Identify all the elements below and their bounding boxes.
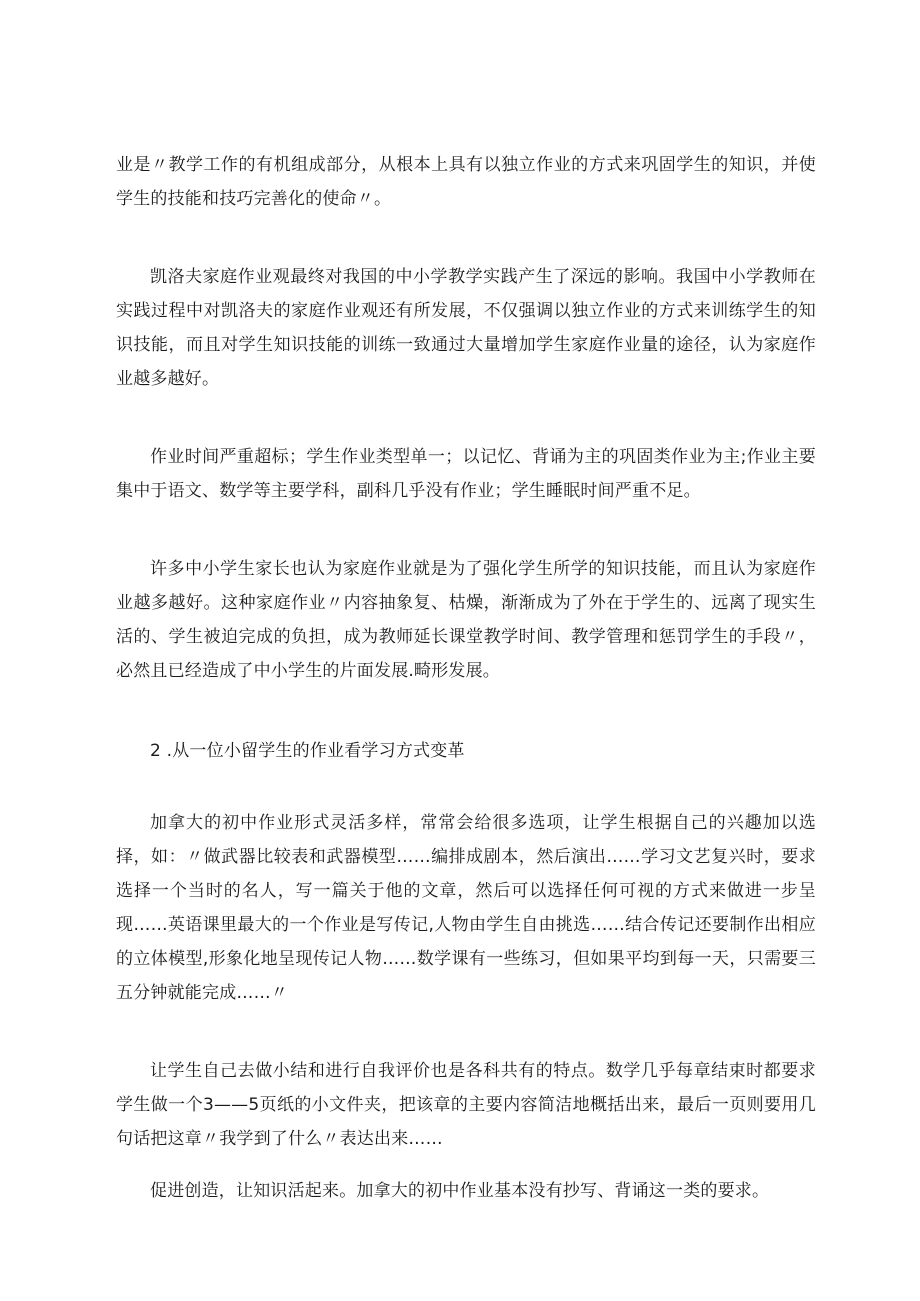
paragraph-homework-mission: 业是〃教学工作的有机组成部分，从根本上具有以独立作业的方式来巩固学生的知识，并使学生的技能和技巧完善化的使命〃。 (116, 155, 816, 209)
paragraph-self-evaluation: 让学生自己去做小结和进行自我评价也是各科共有的特点。数学几乎每章结束时都要求学生做一个3——5页纸的小文件夹，把该章的主要内容简洁地概括出来，最后一页则要用几句话把这章〃我学到了什么〃表达出来…… (116, 1061, 816, 1149)
section-heading: 2 .从一位小留学生的作业看学习方式变革 (150, 741, 465, 761)
paragraph-canada-homework: 加拿大的初中作业形式灵活多样，常常会给很多选项，让学生根据自己的兴趣加以选择，如：〃做武器比较表和武器模型……编排成剧本，然后演出……学习文艺复兴时，要求选择一个当时的名人，写一篇关于他的文章，然后可以选择任何可视的方式来做进一步呈现……英语课里最大的一个作业是写传记,人物由学生自由挑选……结合传记还要制作出相应的立体模型,形象化地呈现传记人物……数学课有一些练习，但如果平均到每一天，只需要三五分钟就能完成……〃 (116, 813, 816, 1003)
document-page (116, 148, 816, 1208)
paragraph-kairov-influence: 凯洛夫家庭作业观最终对我国的中小学教学实践产生了深远的影响。我国中小学教师在实践过程中对凯洛夫的家庭作业观还有所发展，不仅强调以独立作业的方式来训练学生的知识技能，而且对学生知识技能的训练一致通过大量增加学生家庭作业量的途径，认为家庭作业越多越好。 (116, 267, 816, 389)
paragraph-creativity: 促进创造，让知识活起来。加拿大的初中作业基本没有抄写、背诵这一类的要求。 (150, 1181, 770, 1201)
paragraph-parents-view: 许多中小学生家长也认为家庭作业就是为了强化学生所学的知识技能，而且认为家庭作业越多越好。这种家庭作业〃内容抽象复、枯燥，渐渐成为了外在于学生的、远离了现实生活的、学生被迫完成的负担，成为教师延长课堂教学时间、教学管理和惩罚学生的手段〃，必然且已经造成了中小学生的片面发展.畸形发展。 (116, 559, 816, 681)
paragraph-homework-problems: 作业时间严重超标；学生作业类型单一；以记忆、背诵为主的巩固类作业为主;作业主要集中于语文、数学等主要学科，副科几乎没有作业；学生睡眠时间严重不足。 (116, 447, 816, 501)
